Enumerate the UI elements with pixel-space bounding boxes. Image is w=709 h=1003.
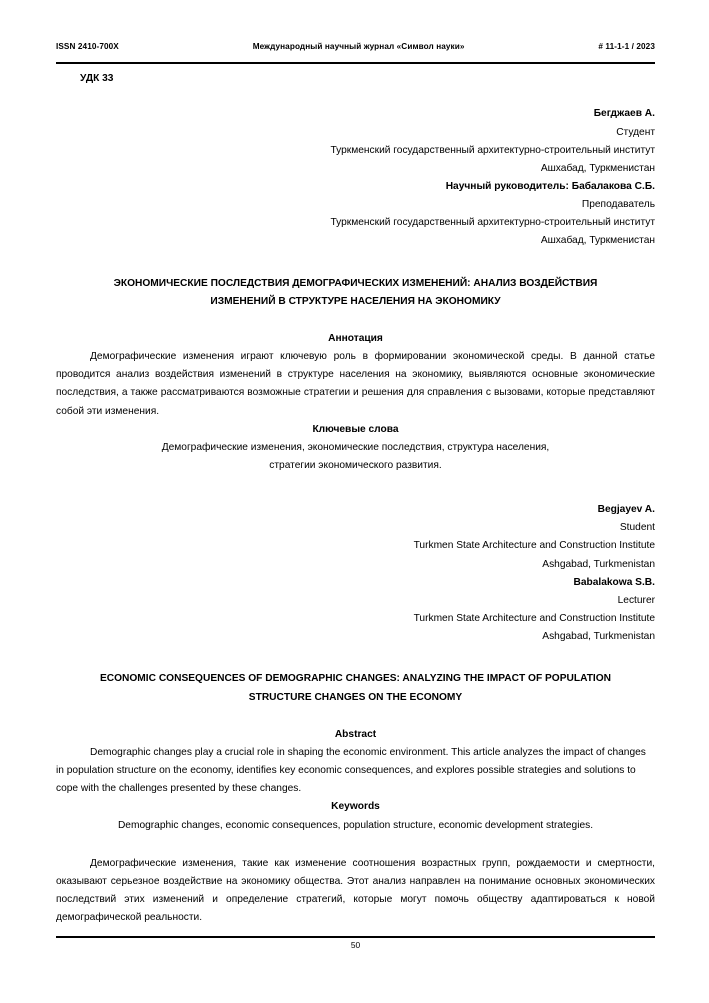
supervisor-location-ru: Ашхабад, Туркменистан xyxy=(540,235,655,247)
keywords-label-en: Keywords xyxy=(331,801,380,813)
supervisor-name-en: Babalakowa S.B. xyxy=(573,576,655,588)
author-block-ru xyxy=(56,105,655,250)
keywords-text-ru-line1: Демографические изменения, экономические последствия, структура населения, xyxy=(161,441,550,453)
udk-code: УДК 33 xyxy=(80,73,114,84)
header-divider xyxy=(56,62,655,64)
article-title-ru-line2: ИЗМЕНЕНИЙ В СТРУКТУРЕ НАСЕЛЕНИЯ НА ЭКОНОМИКУ xyxy=(210,295,501,307)
author-block-en xyxy=(56,501,655,646)
content-column xyxy=(56,70,655,927)
article-title-en-line1: ECONOMIC CONSEQUENCES OF DEMOGRAPHIC CHANGES: ANALYZING THE IMPACT OF POPULATION xyxy=(99,673,612,685)
journal-title-label: Международный научный журнал «Символ науки» xyxy=(252,42,465,51)
issn-label: ISSN 2410-700X xyxy=(56,42,119,51)
article-title-en-line2: STRUCTURE CHANGES ON THE ECONOMY xyxy=(248,691,463,703)
abstract-label-ru: Аннотация xyxy=(328,332,383,344)
keywords-text-ru-line2: стратегии экономического развития. xyxy=(269,460,442,471)
page-number: 50 xyxy=(350,940,361,950)
closing-paragraph: Демографические изменения, такие как изменение соотношения возрастных групп, рождаемости и смертности, оказывают серьезное воздействие на экономику общества. Этот анализ направлен на понимание основных экономических последствий этих изменений и определение стратегий, которые могут помочь обществу адаптироваться к новой демографической реальности. xyxy=(56,857,655,924)
author-affiliation-en: Turkmen State Architecture and Construction Institute xyxy=(413,540,655,552)
abstract-label-en: Abstract xyxy=(334,728,377,740)
author-location-en: Ashgabad, Turkmenistan xyxy=(542,558,655,570)
article-title-ru xyxy=(76,275,636,311)
author-name-en: Begjayev A. xyxy=(597,504,655,516)
article-title-ru-line1: ЭКОНОМИЧЕСКИЕ ПОСЛЕДСТВИЯ ДЕМОГРАФИЧЕСКИХ ИЗМЕНЕНИЙ: АНАЛИЗ ВОЗДЕЙСТВИЯ xyxy=(113,277,598,289)
keywords-label-ru: Ключевые слова xyxy=(312,423,399,435)
author-role-en: Student xyxy=(619,522,655,534)
author-role-ru: Студент xyxy=(616,126,655,138)
supervisor-location-en: Ashgabad, Turkmenistan xyxy=(542,631,655,643)
supervisor-affiliation-ru: Туркменский государственный архитектурно-строительный институт xyxy=(330,217,655,229)
abstract-text-en: Demographic changes play a crucial role in shaping the economic environment. This article analyzes the impact of changes in population structure on the economy, identifies key economic consequences, and explores possible strategies and solutions to cope with the challenges presented by these changes. xyxy=(56,746,646,795)
supervisor-role-ru: Преподаватель xyxy=(581,199,655,211)
issue-label: # 11-1-1 / 2023 xyxy=(598,42,655,51)
keywords-text-en: Demographic changes, economic consequences, population structure, economic development strategies. xyxy=(117,819,594,831)
abstract-text-ru: Демографические изменения играют ключевую роль в формировании экономической среды. В данной статье проводится анализ воздействия изменений в структуре населения на экономику, выявляются основные экономические последствия, а также рассматриваются возможные стратегии и решения для справления с вызовами, которые представляют собой эти изменения. xyxy=(56,351,655,417)
running-header xyxy=(56,42,655,51)
article-title-en xyxy=(76,670,636,706)
author-name-ru: Бегджаев А. xyxy=(593,108,655,120)
author-affiliation-ru: Туркменский государственный архитектурно-строительный институт xyxy=(330,144,655,156)
footer-divider xyxy=(56,936,655,938)
supervisor-role-en: Lecturer xyxy=(617,594,655,606)
author-location-ru: Ашхабад, Туркменистан xyxy=(540,162,655,174)
supervisor-affiliation-en: Turkmen State Architecture and Construction Institute xyxy=(413,613,655,625)
supervisor-name-ru: Научный руководитель: Бабалакова С.Б. xyxy=(445,180,655,192)
